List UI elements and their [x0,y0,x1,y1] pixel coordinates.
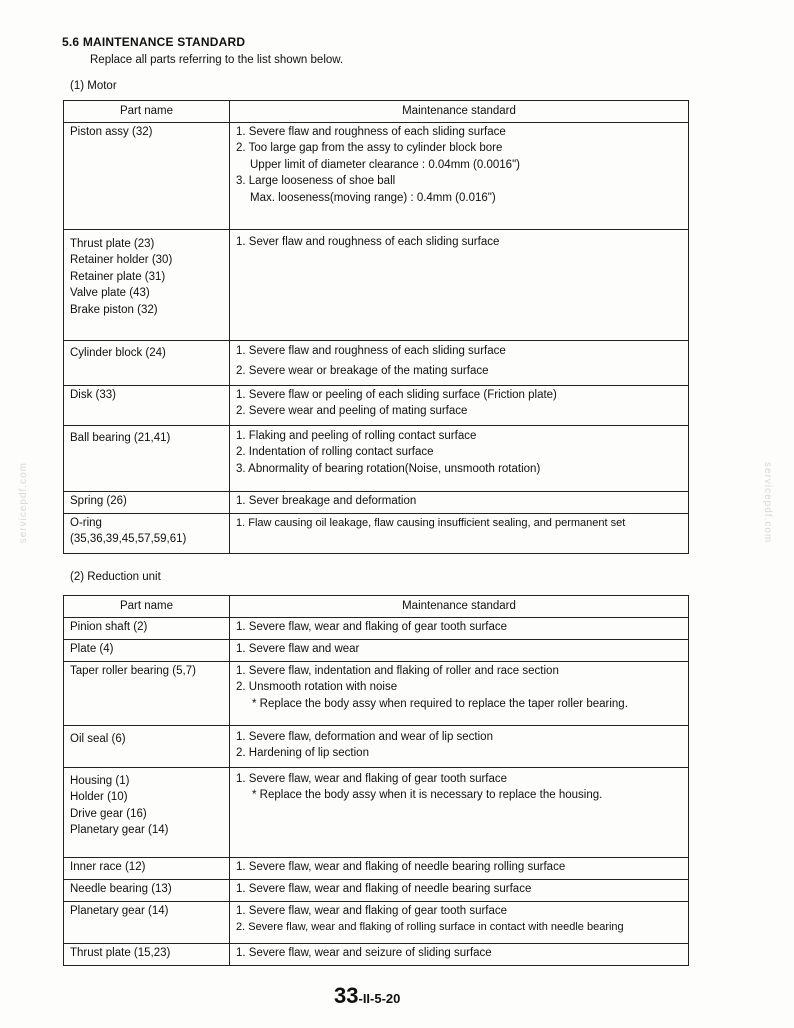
part-cell [64,385,230,425]
page-code: -II-5-20 [358,991,401,1006]
standard-cell [230,879,689,901]
standard-cell [230,340,689,385]
standard-line: 1. Severe flaw, wear and flaking of gear tooth surface [236,772,508,785]
standard-line: 1. Sever flaw and roughness of each sliding surface [236,235,500,248]
standard-cell [230,425,689,491]
table-row [64,725,689,767]
standard-line: Upper limit of diameter clearance : 0.04mm (0.0016") [250,158,520,171]
part-name: Housing (1) [70,774,130,787]
part-cell [64,767,230,857]
standard-line: 2. Too large gap from the assy to cylinder block bore [236,142,503,154]
part-cell [64,425,230,491]
standard-cell [230,725,689,767]
part-name: O-ring [70,516,102,529]
table-row [64,857,689,879]
part-cell [64,513,230,553]
standard-line: 1. Severe flaw, wear and flaking of gear tooth surface [236,904,508,917]
part-cell [64,639,230,661]
part-name: Planetary gear (14) [70,904,169,917]
standard-line: 2. Indentation of rolling contact surface [236,446,434,458]
standard-line: 1. Severe flaw, wear and seizure of sliding surface [236,946,492,959]
table-row [64,385,689,425]
standard-cell [230,857,689,879]
table-row [64,513,689,553]
header-maintenance-standard: Maintenance standard [230,101,689,123]
part-name: Pinion shaft (2) [70,620,148,633]
standard-line: 1. Severe flaw, indentation and flaking of roller and race section [236,664,559,677]
standard-line: 2. Hardening of lip section [236,747,369,759]
page-footer [334,983,400,1009]
part-name: Plate (4) [70,642,114,655]
standard-line: 3. Large looseness of shoe ball [236,175,396,187]
table-row [64,639,689,661]
standard-line: 1. Severe flaw, wear and flaking of needle bearing rolling surface [236,860,566,873]
standard-line: 1. Severe flaw and roughness of each sliding surface [236,125,506,138]
watermark-left: servicepdf.com [18,462,29,544]
part-name: Disk (33) [70,388,117,401]
standard-line: 2. Severe flaw, wear and flaking of rolling surface in contact with needle bearing [236,921,624,933]
standard-line: * Replace the body assy when it is necessary to replace the housing. [252,789,603,801]
standard-line: 1. Severe flaw, wear and flaking of gear tooth surface [236,620,508,633]
table-row [64,491,689,513]
table-row [64,229,689,340]
watermark-right: servicepdf.com [762,462,773,544]
header-part-name: Part name [64,596,230,618]
standard-line: 2. Severe wear or breakage of the mating surface [236,365,489,377]
part-cell [64,725,230,767]
part-cell [64,857,230,879]
standard-cell [230,661,689,725]
part-cell [64,122,230,229]
standard-line: 1. Flaking and peeling of rolling contact surface [236,429,477,442]
part-cell [64,661,230,725]
part-name: Thrust plate (15,23) [70,946,171,959]
standard-cell [230,491,689,513]
standard-line: 1. Severe flaw, wear and flaking of needle bearing surface [236,882,532,895]
standard-line: Max. looseness(moving range) : 0.4mm (0.016") [250,191,496,204]
part-name: Oil seal (6) [70,732,126,745]
part-name: Needle bearing (13) [70,882,172,895]
standard-line: 1. Severe flaw, deformation and wear of lip section [236,730,493,743]
standard-cell [230,901,689,943]
standard-line: 3. Abnormality of bearing rotation(Noise, unsmooth rotation) [236,462,541,475]
part-cell [64,229,230,340]
part-cell [64,340,230,385]
standard-cell [230,229,689,340]
table-header-row [64,101,689,123]
part-name: Drive gear (16) [70,807,147,820]
part-name: Valve plate (43) [70,287,150,299]
standard-cell [230,943,689,965]
standard-line: 1. Severe flaw or peeling of each sliding surface (Friction plate) [236,388,557,401]
header-part-name: Part name [64,101,230,123]
standard-line: 2. Unsmooth rotation with noise [236,681,398,693]
standard-cell [230,767,689,857]
standard-line: 1. Sever breakage and deformation [236,494,417,507]
section-title: 5.6 MAINTENANCE STANDARD [62,35,246,49]
motor-subtitle: (1) Motor [70,80,117,92]
standard-cell [230,385,689,425]
part-name: Holder (10) [70,791,128,803]
table-row [64,122,689,229]
table-row [64,425,689,491]
part-name: Cylinder block (24) [70,346,166,359]
standard-cell [230,513,689,553]
part-name: Taper roller bearing (5,7) [70,664,196,677]
table-row [64,617,689,639]
table-row [64,943,689,965]
part-cell [64,901,230,943]
part-cell [64,491,230,513]
standard-cell [230,617,689,639]
part-name: Planetary gear (14) [70,824,169,836]
part-name: (35,36,39,45,57,59,61) [70,533,187,545]
intro-text: Replace all parts referring to the list shown below. [90,54,344,66]
part-cell [64,879,230,901]
standard-cell [230,122,689,229]
standard-cell [230,639,689,661]
motor-table [63,100,689,554]
reduction-subtitle: (2) Reduction unit [70,571,161,583]
standard-line: 1. Flaw causing oil leakage, flaw causing insufficient sealing, and permanent set [236,516,626,529]
standard-line: 1. Severe flaw and wear [236,642,360,655]
table-row [64,661,689,725]
table-row [64,340,689,385]
part-name: Thrust plate (23) [70,237,155,250]
part-name: Brake piston (32) [70,303,158,316]
part-name: Retainer holder (30) [70,254,173,266]
standard-line: 1. Severe flaw and roughness of each sliding surface [236,344,506,357]
standard-line: 2. Severe wear and peeling of mating surface [236,405,468,417]
part-name: Piston assy (32) [70,125,153,138]
part-cell [64,943,230,965]
table-row [64,901,689,943]
table-row [64,879,689,901]
table-row [64,767,689,857]
standard-line: * Replace the body assy when required to replace the taper roller bearing. [252,697,628,710]
header-maintenance-standard: Maintenance standard [230,596,689,618]
reduction-table [63,595,689,966]
part-name: Spring (26) [70,494,127,507]
page-number: 33 [334,983,359,1008]
part-name: Ball bearing (21,41) [70,431,171,444]
part-cell [64,617,230,639]
table-header-row [64,596,689,618]
part-name: Retainer plate (31) [70,270,166,283]
part-name: Inner race (12) [70,860,146,873]
